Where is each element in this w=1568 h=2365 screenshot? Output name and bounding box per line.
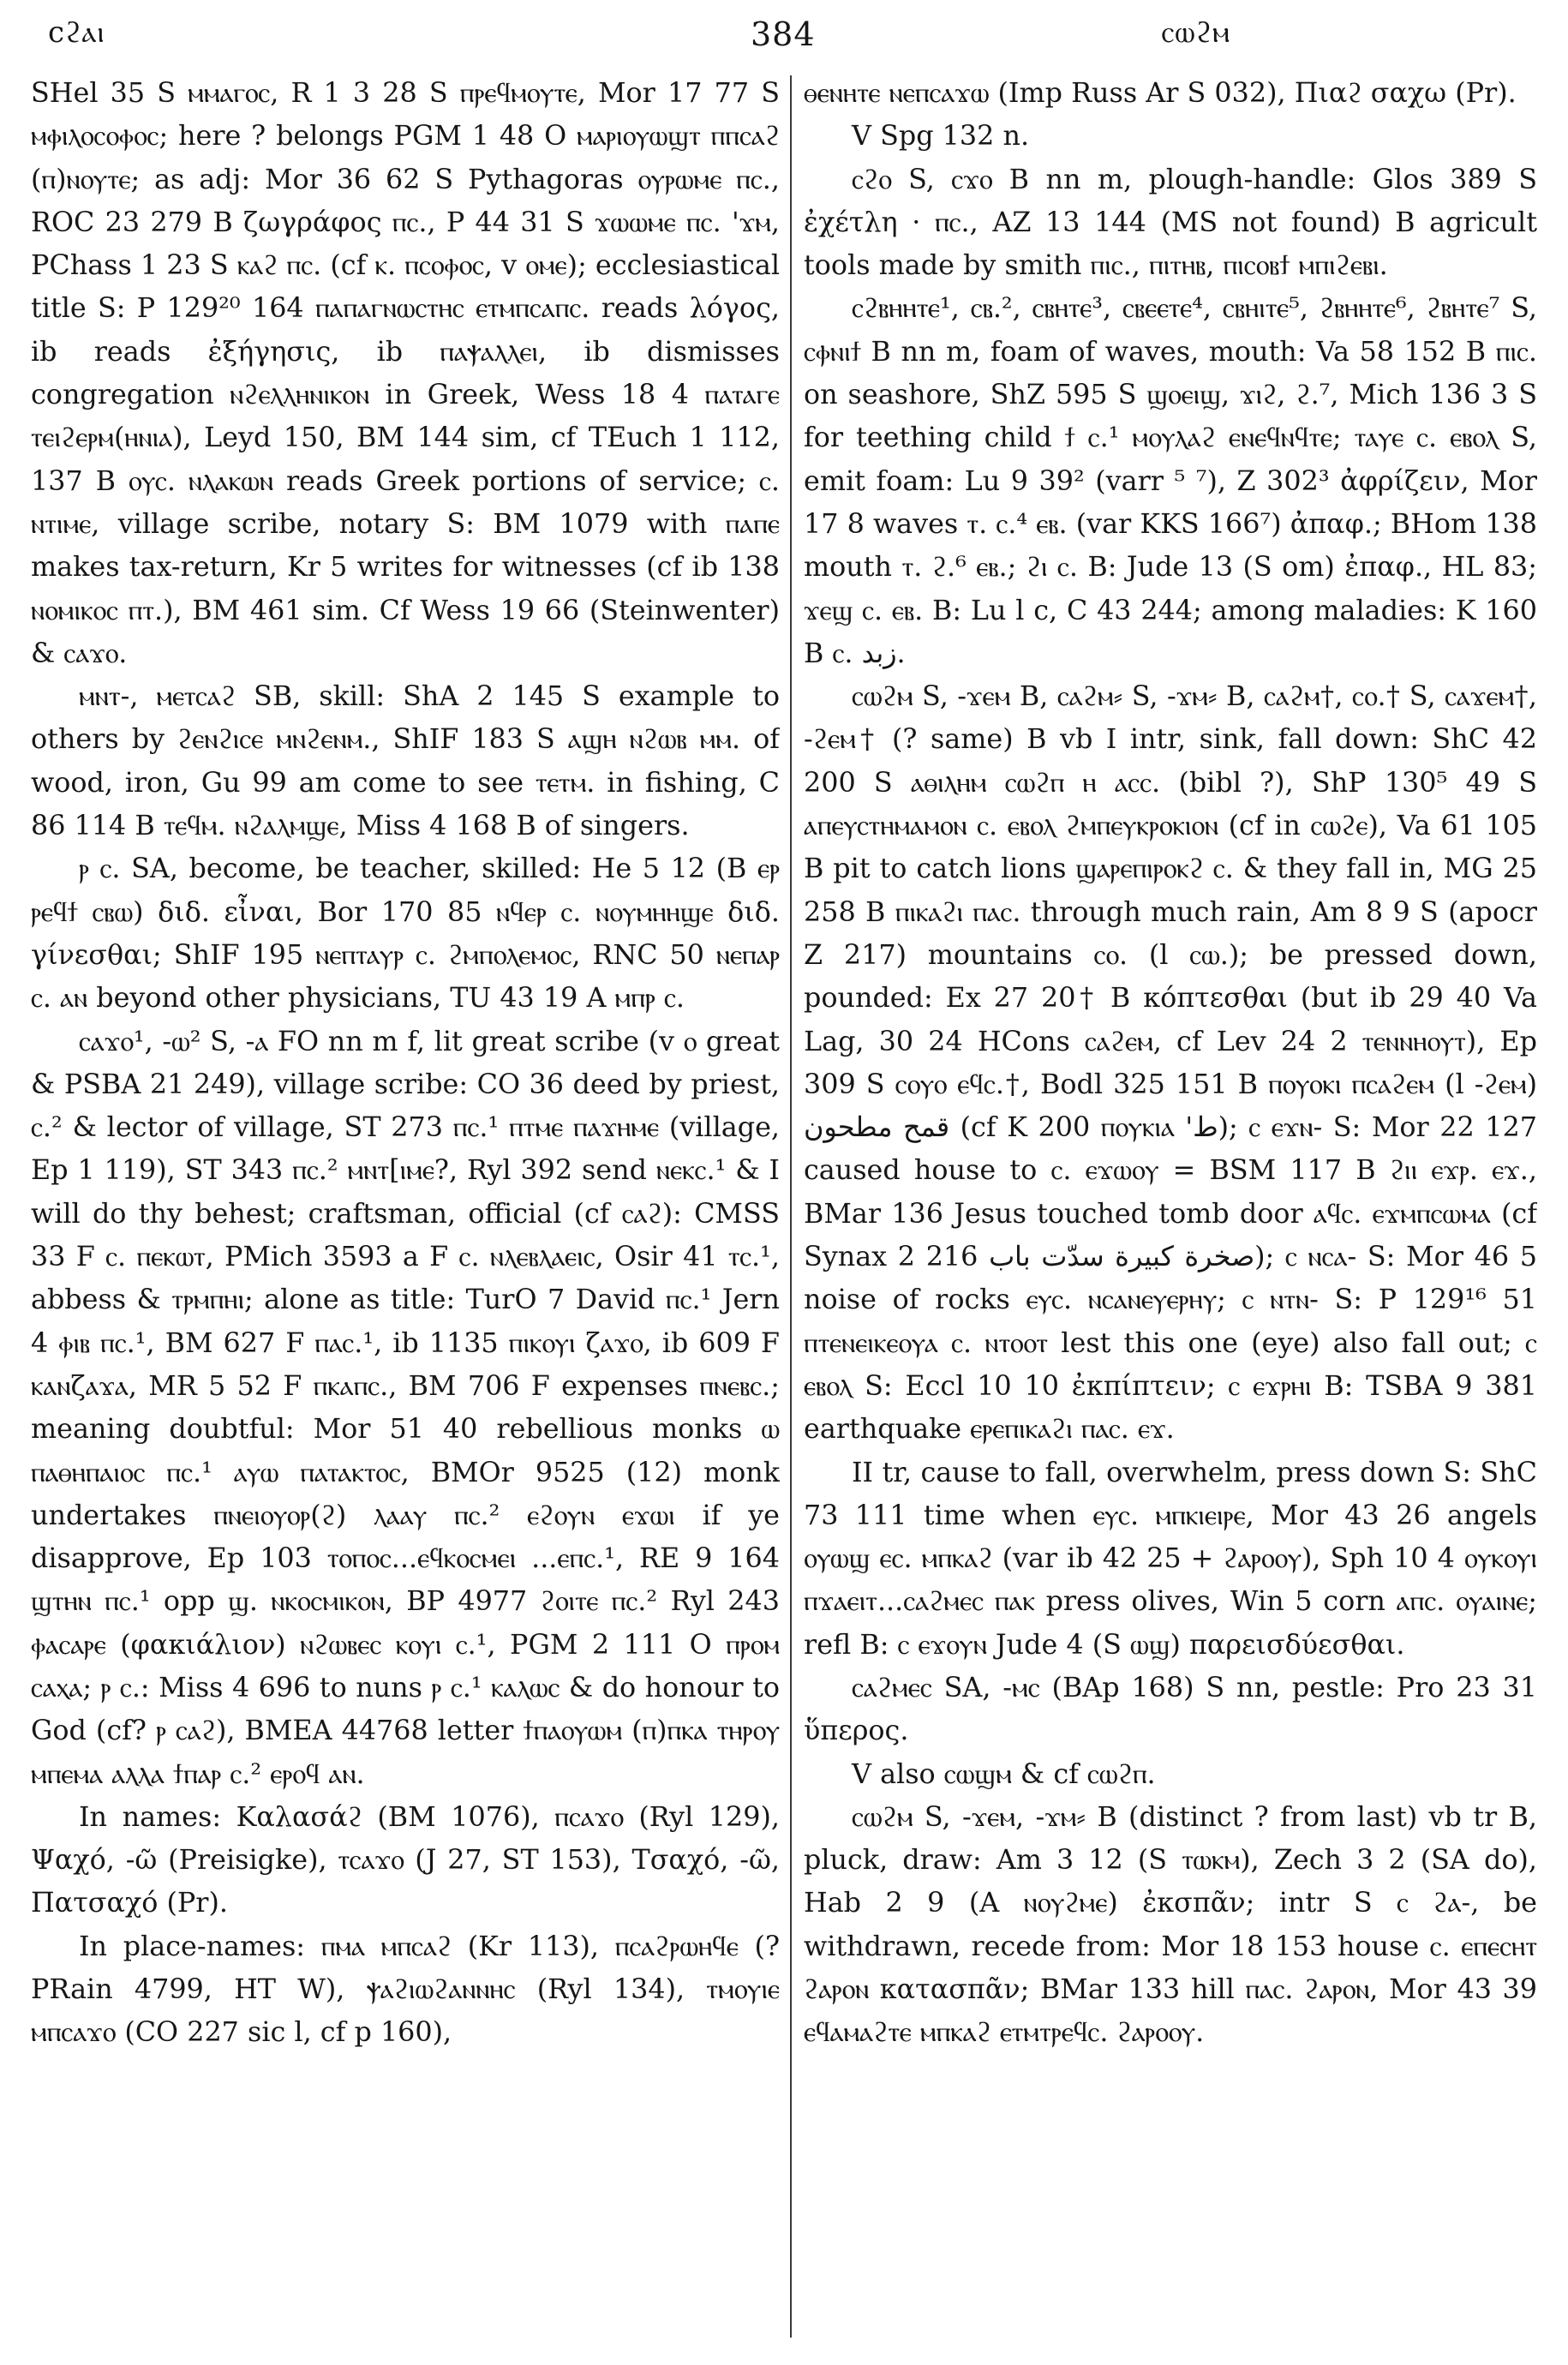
entry-mnt-sah: ⲙⲛⲧ-, ⲙⲉⲧⲥⲁϩ SB, skill: ShA 2 145 S example to others by ϩⲉⲛϩⲓⲥⲉ ⲙⲛϩⲉⲛⲙ., ShIF 183 S ⲁϣⲏ ⲛϩⲱⲃ ⲙⲙ. of wood, iron, Gu 99 am come to see ⲧⲉⲧⲙ. in fishing, C 86 114 B ⲧⲉϥⲙ. ⲛϩⲁⲗⲙϣⲉ, Miss 4 168 B of singers. xyxy=(31,680,780,842)
entry-sahmes: ⲥⲁϩⲙⲉⲥ SA, -ⲙⲥ (BAp 168) S nn, pestle: Pro 23 31 ὕπερος. xyxy=(804,1671,1537,1747)
entry-in-place-names: In place-names: ⲡⲙⲁ ⲙⲡⲥⲁϩ (Kr 113), ⲡⲥⲁϩⲣⲱⲏϥⲉ (? PRain 4799, HT W), ⲯⲁϩⲓⲱϩⲁⲛⲛⲏⲥ (Ryl 134), ⲧⲙⲟⲩⲓⲉ ⲙⲡⲥⲁϫⲟ (CO 227 sic l, cf p 160), xyxy=(31,1930,780,2049)
entry-v-also: V also ⲥⲱϣⲙ & cf ⲥⲱϩⲡ. xyxy=(852,1757,1156,1790)
entry-shbeete: ⲥϩⲃⲏⲏⲧⲉ¹, ⲥⲃ.², ⲥⲃⲏⲧⲉ³, ⲥⲃⲉⲉⲧⲉ⁴, ⲥⲃⲏⲓⲧⲉ⁵, ϩⲃⲏⲏⲧⲉ⁶, ϩⲃⲏⲧⲉ⁷ S, ⲥⲫⲛⲓϯ B nn m, foam of waves, mouth: Va 58 152 B ⲡⲓⲥ. on seashore, ShZ 595 S ϣⲟⲉⲓϣ, ϫⲓϩ, ϩ.⁷, Mich 136 3 S for teething child ϯ ⲥ.¹ ⲙⲟⲩⲗⲁϩ ⲉⲛⲉϥⲛϥⲧⲉ; ⲧⲁⲩⲉ ⲥ. ⲉⲃⲟⲗ S, emit foam: Lu 9 39² (varr ⁵ ⁷), Z 302³ ἀφρίζειν, Mor 17 8 waves ⲧ. ⲥ.⁴ ⲉⲃ. (var KKS 166⁷) ἀπαφ.; BHom 138 mouth ⲧ. ϩ.⁶ ⲉⲃ.; ϩⲓ ⲥ. B: Jude 13 (S om) ἐπαφ., HL 83; ϫⲉϣ ⲥ. ⲉⲃ. B: Lu l c, C 43 244; among maladies: K 160 B ⲥ. زبد. xyxy=(804,292,1537,669)
page-header xyxy=(31,15,1539,60)
left-column xyxy=(31,72,780,2348)
entry-sohm-1: ⲥⲱϩⲙ S, -ϫⲉⲙ B, ⲥⲁϩⲙ⸗ S, -ϫⲙ⸗ B, ⲥⲁϩⲙ†, ⲥⲟ.† S, ⲥⲁϫⲉⲙ†, -ϩⲉⲙ† (? same) B vb I intr, sink, fall down: ShC 42 200 S ⲁⲑⲓⲗⲏⲙ ⲥⲱϩⲡ ⲏ ⲁⲥⲥ. (bibl ?), ShP 130⁵ 49 S ⲁⲡⲉⲩⲥⲧⲏⲙⲁⲙⲟⲛ ⲥ. ⲉⲃⲟⲗ ϩⲙⲡⲉⲩⲕⲣⲟⲕⲓⲟⲛ (cf in ⲥⲱϩⲉ), Va 61 105 B pit to catch lions ϣⲁⲣⲉⲡⲓⲣⲟⲕϩ ⲥ. & they fall in, MG 25 258 B ⲡⲓⲕⲁϩⲓ ⲡⲁⲥ. through much rain, Am 8 9 S (apocr Z 217) mountains ⲥⲟ. (l ⲥⲱ.); be pressed down, pounded: Ex 27 20† B κόπτεσθαι (but ib 29 40 Va Lag, 30 24 HCons ⲥⲁϩⲉⲙ, cf Lev 24 2 ⲧⲉⲛⲛⲏⲟⲩⲧ), Ep 309 S ⲥⲟⲩⲟ ⲉϥⲥ.†, Bodl 325 151 B ⲡⲟⲩⲟⲕⲓ ⲡⲥⲁϩⲉⲙ (l -ϩⲉⲙ) قمح مطحون (cf K 200 ⲡⲟⲩⲕⲓⲁ 'ط); ⲥ ⲉϫⲛ- S: Mor 22 127 caused house to ⲥ. ⲉϫⲱⲟⲩ = BSM 117 B ϩⲓⲓ ⲉϫⲣ. ⲉϫ., BMar 136 Jesus touched tomb door ⲁϥⲥ. ⲉϫⲙⲡⲥⲱⲙⲁ (cf Synax 2 216 صخرة كبيرة سدّت باب); ⲥ ⲛⲥⲁ- S: Mor 46 5 noise of rocks ⲉⲩⲥ. ⲛⲥⲁⲛⲉⲩⲉⲣⲏⲩ; ⲥ ⲛⲧⲛ- S: P 129¹⁶ 51 ⲡⲧⲉⲛⲉⲓⲕⲉⲟⲩⲁ ⲥ. ⲛⲧⲟⲟⲧ lest this one (eye) also fall out; ⲥ ⲉⲃⲟⲗ S: Eccl 10 10 ἐκπίπτειν; ⲥ ⲉϫⲣⲏⲓ B: TSBA 9 381 earthquake ⲉⲣⲉⲡⲓⲕⲁϩⲓ ⲡⲁⲥ. ⲉϫ. xyxy=(804,680,1537,1446)
running-head-right: ⲥⲱϩⲙ xyxy=(1161,15,1230,50)
running-head-left: ϲϩⲁⲓ xyxy=(48,15,105,50)
entry-r-sah: ⲣ ⲥ. SA, become, be teacher, skilled: He 5 12 (B ⲉⲣ ⲣⲉϥϯ ⲥⲃⲱ) διδ. εἶναι, Bor 170 85 ⲛϥⲉⲣ ⲥ. ⲛⲟⲩⲙⲏⲏϣⲉ διδ. γίνεσθαι; ShIF 195 ⲛⲉⲡⲧⲁⲩⲣ ⲥ. ϩⲙⲡⲟⲗⲉⲙⲟⲥ, RNC 50 ⲛⲉⲡⲁⲣ ⲥ. ⲁⲛ beyond other physicians, TU 43 19 A ⲙⲡⲣ ⲥ. xyxy=(31,853,780,1015)
entry-sohm-tr: II tr, cause to fall, overwhelm, press down S: ShC 73 111 time when ⲉⲩⲥ. ⲙⲡⲕⲓⲉⲓⲣⲉ, Mor 43 26 angels ⲟⲩⲱϣ ⲉⲥ. ⲙⲡⲕⲁϩ (var ib 42 25 + ϩⲁⲣⲟⲟⲩ), Sph 10 4 ⲟⲩⲕⲟⲩⲓ ⲡϫⲁⲉⲓⲧ...ⲥⲁϩⲙⲉⲥ ⲡⲁⲕ press olives, Win 5 corn ⲁⲡⲥ. ⲟⲩⲁⲓⲛⲉ; refl B: ⲥ ⲉϫⲟⲩⲛ Jude 4 (S ⲱϣ) παρεισδύεσθαι. xyxy=(804,1456,1537,1661)
entry-sah-continued: SHel 35 S ⲙⲙⲁⲅⲟⲥ, R 1 3 28 S ⲡⲣⲉϥⲙⲟⲩⲧⲉ, Mor 17 77 S ⲙⲫⲓⲗⲟⲥⲟⲫⲟⲥ; here ? belongs PGM 1 48 O ⲙⲁⲣⲓⲟⲩⲱϣⲧ ⲡⲡⲥⲁϩ (ⲡ)ⲛⲟⲩⲧⲉ; as adj: Mor 36 62 S Pythagoras ⲟⲩⲣⲱⲙⲉ ⲡⲥ., ROC 23 279 B ζωγράφος ⲡⲥ., P 44 31 S ϫⲱⲱⲙⲉ ⲡⲥ. 'ϫⲙ, PChass 1 23 S ⲕⲁϩ ⲡⲥ. (cf ⲕ. ⲡⲥⲟⲫⲟⲥ, v ⲟⲙⲉ); ecclesiastical title S: P 129²⁰ 164 ⲡⲁⲡⲁⲅⲛⲱⲥⲧⲏⲥ ⲉⲧⲙⲡⲥⲁⲡⲥ. reads λόγος, ib reads ἐξήγησις, ib ⲡⲁⲯⲁⲗⲗⲉⲓ, ib dismisses congregation ⲛϩⲉⲗⲗⲏⲛⲓⲕⲟⲛ in Greek, Wess 18 4 ⲡⲁⲧⲁⲅⲉ ⲧⲉⲓϩⲉⲣⲙ(ⲏⲛⲓⲁ), Leyd 150, BM 144 sim, cf TEuch 1 112, 137 B ⲟⲩⲥ. ⲛⲗⲁⲕⲱⲛ reads Greek portions of service; ⲥ. ⲛⲧⲓⲙⲉ, village scribe, notary S: BM 1079 with ⲡⲁⲡⲉ makes tax-return, Kr 5 writes for witnesses (cf ib 138 ⲛⲟⲙⲓⲕⲟⲥ ⲡⲧ.), BM 461 sim. Cf Wess 19 66 (Steinwenter) & ⲥⲁϫⲟ. xyxy=(31,77,780,669)
entry-place-names-continued: ⲑⲉⲛⲏⲧⲉ ⲛⲉⲡⲥⲁϫⲱ (Imp Russ Ar S 032), Πιαϩ σαχω (Pr). xyxy=(804,77,1517,109)
entry-v-spg: V Spg 132 n. xyxy=(852,120,1030,153)
entry-in-names: In names: Καλασάϩ (BM 1076), ⲡⲥⲁϫⲟ (Ryl 129), Ψαχό, -ῶ (Preisigke), ⲧⲥⲁϫⲟ (J 27, ST 153), Τσαχό, -ῶ, Πατσαχό (Pr). xyxy=(31,1800,780,1919)
right-column xyxy=(804,72,1537,2348)
page-number: 384 xyxy=(751,15,816,53)
column-divider xyxy=(790,75,792,2338)
entry-sho: ⲥϩⲟ S, ⲥϫⲟ B nn m, plough-handle: Glos 389 S ἐχέτλη · ⲡⲥ., AZ 13 144 (MS not found) B agricult tools made by smith ⲡⲓⲥ., ⲡⲓⲧⲏⲃ, ⲡⲓⲥⲟⲃϯ ⲙⲡⲓϩⲉⲃⲓ. xyxy=(804,163,1537,282)
entry-sohm-2: ⲥⲱϩⲙ S, -ϫⲉⲙ, -ϫⲙ⸗ B (distinct ? from last) vb tr B, pluck, draw: Am 3 12 (S ⲧⲱⲕⲙ), Zech 3 2 (SA do), Hab 2 9 (A ⲛⲟⲩϩⲙⲉ) ἐκσπᾶν; intr S ⲥ ϩⲁ-, be withdrawn, recede from: Mor 18 153 house ⲥ. ⲉⲡⲉⲥⲏⲧ ϩⲁⲣⲟⲛ κατασπᾶν; BMar 133 hill ⲡⲁⲥ. ϩⲁⲣⲟⲛ, Mor 43 39 ⲉϥⲁⲙⲁϩⲧⲉ ⲙⲡⲕⲁϩ ⲉⲧⲙⲧⲣⲉϥⲥ. ϩⲁⲣⲟⲟⲩ. xyxy=(804,1800,1537,2049)
entry-sajo: ⲥⲁϫⲟ¹, -ⲱ² S, -ⲁ FO nn m f, lit great scribe (v ⲟ great & PSBA 21 249), village scribe: CO 36 deed by priest, ⲥ.² & lector of village, ST 273 ⲡⲥ.¹ ⲡⲧⲙⲉ ⲡⲁϫⲏⲙⲉ (village, Ep 1 119), ST 343 ⲡⲥ.² ⲙⲛⲧ[ⲓⲙⲉ?, Ryl 392 send ⲛⲉⲕⲥ.¹ & I will do thy behest; craftsman, official (cf ⲥⲁϩ): CMSS 33 F ⲥ. ⲡⲉⲕⲱⲧ, PMich 3593 a F ⲥ. ⲛⲗⲉⲃⲗⲁⲉⲓⲥ, Osir 41 ⲧⲥ.¹, abbess & ⲧⲣⲙⲡⲏⲓ; alone as title: TurO 7 David ⲡⲥ.¹ Jern 4 ⲫⲓⲃ ⲡⲥ.¹, BM 627 F ⲡⲁⲥ.¹, ib 1135 ⲡⲓⲕⲟⲩⲓ ζⲁϫⲟ, ib 609 F ⲕⲁⲛζⲁϫⲁ, MR 5 52 F ⲡⲕⲁⲡⲥ., BM 706 F expenses ⲡⲛⲉⲃⲥ.; meaning doubtful: Mor 51 40 rebellious monks ⲱ ⲡⲁⲑⲏⲡⲁⲓⲟⲥ ⲡⲥ.¹ ⲁⲩⲱ ⲡⲁⲧⲁⲕⲧⲟⲥ, BMOr 9525 (12) monk undertakes ⲡⲛⲉⲓⲟⲩⲟⲣ(ϩ) ⲗⲁⲁⲩ ⲡⲥ.² ⲉϩⲟⲩⲛ ⲉϫⲱⲓ if ye disapprove, Ep 103 ⲧⲟⲡⲟⲥ...ⲉϥⲕⲟⲥⲙⲉⲓ ...ⲉⲡⲥ.¹, RE 9 164 ϣⲧⲏⲛ ⲡⲥ.¹ opp ϣ. ⲛⲕⲟⲥⲙⲓⲕⲟⲛ, BP 4977 ϩⲟⲓⲧⲉ ⲡⲥ.² Ryl 243 ⲫⲁⲥⲁⲣⲉ (φακιάλιον) ⲛϩⲱⲃⲉⲥ ⲕⲟⲩⲓ ⲥ.¹, PGM 2 111 O ⲡⲣⲟⲙ ⲥⲁⲭⲁ; ⲣ ⲥ.: Miss 4 696 to nuns ⲣ ⲥ.¹ ⲕⲁⲗⲱⲥ & do honour to God (cf? ⲣ ⲥⲁϩ), BMEA 44768 letter ϯⲡⲁⲟⲩⲱⲙ (ⲡ)ⲡⲕⲁ ⲧⲏⲣⲟⲩ ⲙⲡⲉⲙⲁ ⲁⲗⲗⲁ ϯⲡⲁⲣ ⲥ.² ⲉⲣⲟϥ ⲁⲛ. xyxy=(31,1025,780,1790)
